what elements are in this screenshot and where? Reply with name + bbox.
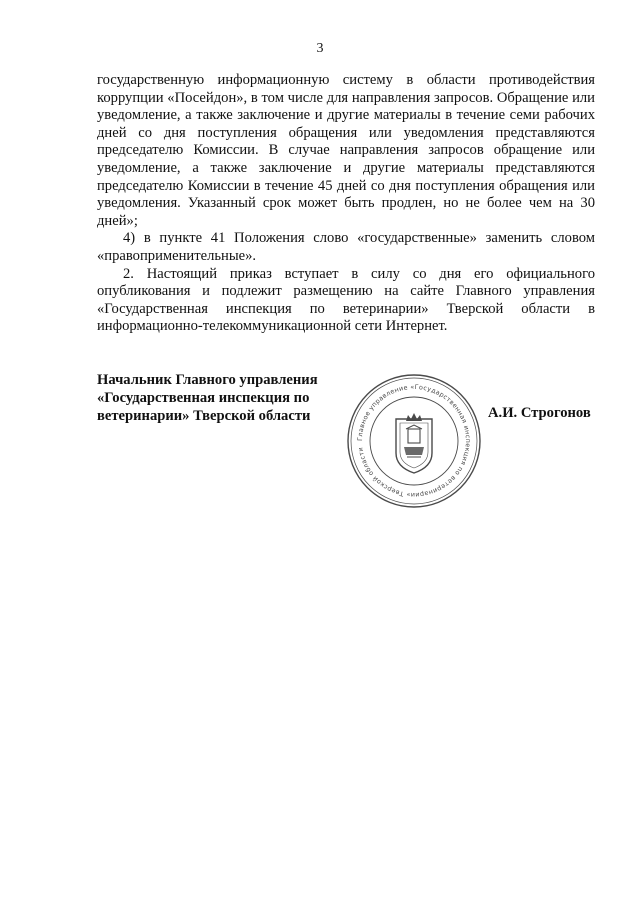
signer-title-line: «Государственная инспекция по — [97, 390, 310, 406]
text-line: государственную информационную систему в области противодействия — [97, 72, 595, 88]
text-line: коррупции «Посейдон», в том числе для направления запросов. Обращение — [97, 89, 573, 106]
paragraph-item-4: 4) в пункте 41 Положения слово «государственные» заменить словом «правоприменительные». — [97, 230, 595, 264]
text-line: поступления обращения или уведомления. Указанный срок может быть — [97, 177, 595, 212]
text-line: обращение или уведомление, а также заключение и другие материалы — [97, 142, 596, 176]
document-body — [97, 72, 595, 336]
coat-of-arms-icon — [396, 413, 432, 473]
page-number: 3 — [316, 41, 324, 56]
paragraph-item-2: 2. Настоящий приказ вступает в силу со дня его официального опубликования и подлежит размещению на сайте Главного управления «Государственная инспекция по ветеринарии» Тверской области в информационно-телекоммуникационной сети Интернет. — [97, 265, 595, 335]
signer-name: А.И. Строгонов — [488, 405, 591, 421]
signer-title-line: Начальник Главного управления — [97, 372, 318, 388]
official-seal-stamp — [346, 373, 482, 509]
paragraph-continuation — [97, 72, 595, 230]
text-line: рабочих дней со дня поступления обращения или уведомления — [97, 107, 595, 141]
text-line: продлен, но не более чем на 30 дней»; — [97, 195, 595, 229]
text-line: представляются председателю Комиссии. В случае направления запросов — [97, 124, 595, 159]
signer-title — [97, 371, 347, 425]
text-line: представляются председателю Комиссии в течение 45 дней со дня — [97, 159, 595, 194]
signer-title-line: ветеринарии» Тверской области — [97, 408, 311, 424]
seal-inscription: Главное управление «Государственная инспекция по ветеринарии» Тверской области — [355, 382, 473, 500]
text-line: или уведомление, а также заключение и другие материалы в течение семи — [97, 89, 595, 124]
